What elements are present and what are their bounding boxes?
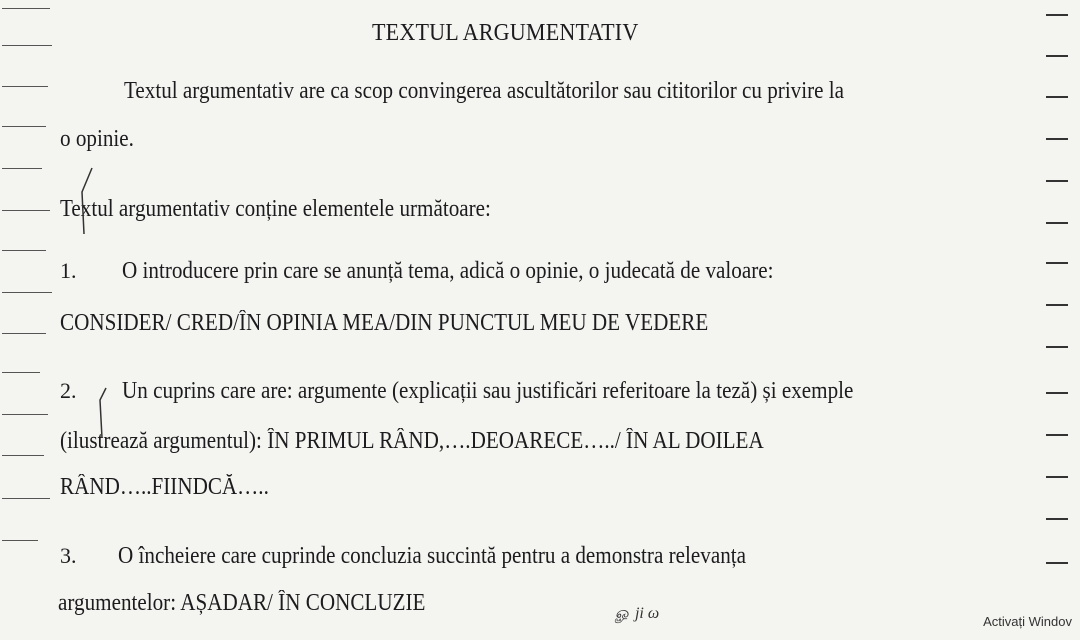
document-title: TEXTUL ARGUMENTATIV <box>372 20 639 46</box>
item-2-line-2: (ilustrează argumentul): ÎN PRIMUL RÂND,….DEOARECE…../ ÎN AL DOILEA <box>60 428 764 454</box>
activation-watermark: Activați Windov <box>983 614 1072 629</box>
pen-stroke-mark-2 <box>96 386 116 446</box>
item-3-line-2: argumentelor: AȘADAR/ ÎN CONCLUZIE <box>58 590 426 616</box>
item-2-line-3: RÂND…..FIINDCĂ….. <box>60 474 269 500</box>
elements-heading: Textul argumentativ conține elementele următoare: <box>60 196 491 222</box>
intro-line-1: Textul argumentativ are ca scop convingerea ascultătorilor sau cititorilor cu privire la <box>124 78 845 104</box>
item-3-line-1: O încheiere care cuprinde concluzia succintă pentru a demonstra relevanța <box>118 543 747 569</box>
item-1-number: 1. <box>60 258 77 283</box>
item-3-number: 3. <box>60 543 77 568</box>
item-2-line-1: Un cuprins care are: argumente (explicații sau justificări referitoare la teză) și exemple <box>122 378 854 404</box>
item-1-line-2: CONSIDER/ CRED/ÎN OPINIA MEA/DIN PUNCTUL MEU DE VEDERE <box>60 310 709 336</box>
item-2-number: 2. <box>60 378 77 403</box>
intro-line-2: o opinie. <box>60 126 134 152</box>
pen-stroke-mark <box>70 162 100 242</box>
item-1-line-1: O introducere prin care se anunță tema, adică o opinie, o judecată de valoare: <box>122 258 774 284</box>
right-margin-marks <box>1020 0 1080 640</box>
left-margin-marks <box>0 0 56 640</box>
handwritten-scribble: ௐ ji ω <box>615 605 660 622</box>
